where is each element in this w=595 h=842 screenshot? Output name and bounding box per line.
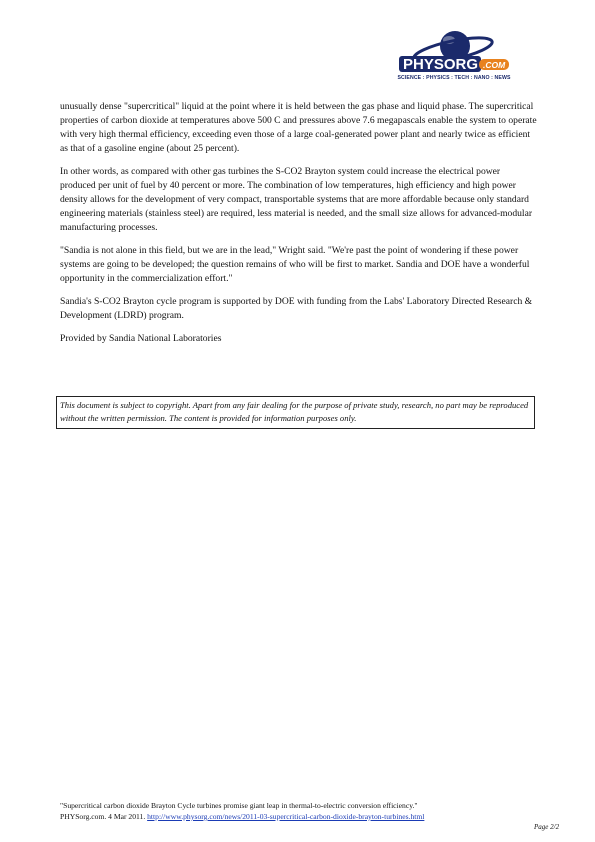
paragraph: "Sandia is not alone in this field, but we are in the lead," Wright said. "We're past the point of wondering if these power systems are going to be developed; the question remains of who will be first to market. Sandia and DOE have a wonderful opportunity in the commercialization effort." <box>60 245 530 284</box>
footer <box>60 800 560 822</box>
article-body <box>60 100 538 355</box>
physorg-logo <box>395 28 513 86</box>
footer-article-title: "Supercritical carbon dioxide Brayton Cycle turbines promise giant leap in thermal-to-electric conversion efficiency." <box>60 801 418 810</box>
footer-source: PHYSorg.com. 4 Mar 2011. <box>60 812 146 821</box>
paragraph: In other words, as compared with other gas turbines the S-CO2 Brayton system could increase the electrical power produced per unit of fuel by 40 percent or more. The combination of low temperatures, high efficiency and high power density allows for the development of very compact, transportable systems that are more affordable because only standard engineering materials (stainless steel) are required, less material is needed, and the small size allows for advanced-modular manufacturing processes. <box>60 166 533 233</box>
paragraph: Sandia's S-CO2 Brayton cycle program is supported by DOE with funding from the Labs' Laboratory Directed Research & Development (LDRD) program. <box>60 296 533 321</box>
planet-ring-icon <box>395 28 513 76</box>
logo-tagline: SCIENCE : PHYSICS : TECH : NANO : NEWS <box>397 75 511 81</box>
copyright-notice: This document is subject to copyright. Apart from any fair dealing for the purpose of private study, research, no part may be reproduced without the written permission. The content is provided for information purposes only. <box>56 396 535 429</box>
footer-url-link[interactable]: http://www.physorg.com/news/2011-03-supercritical-carbon-dioxide-brayton-turbines.html <box>147 812 425 821</box>
page-number: Page 2/2 <box>534 823 560 831</box>
paragraph: unusually dense "supercritical" liquid at the point where it is held between the gas phase and liquid phase. The supercritical properties of carbon dioxide at temperatures above 500 C and pressures above 7.6 megapascals enable the system to operate with very high thermal efficiency, exceeding even those of a large coal-generated power plant and nearly twice as efficient as that of a gasoline engine (about 25 percent). <box>60 101 537 154</box>
paragraph: Provided by Sandia National Laboratories <box>60 333 222 344</box>
logo-suffix: .COM <box>483 60 506 70</box>
logo-wordmark: PHYSORG <box>403 56 479 73</box>
